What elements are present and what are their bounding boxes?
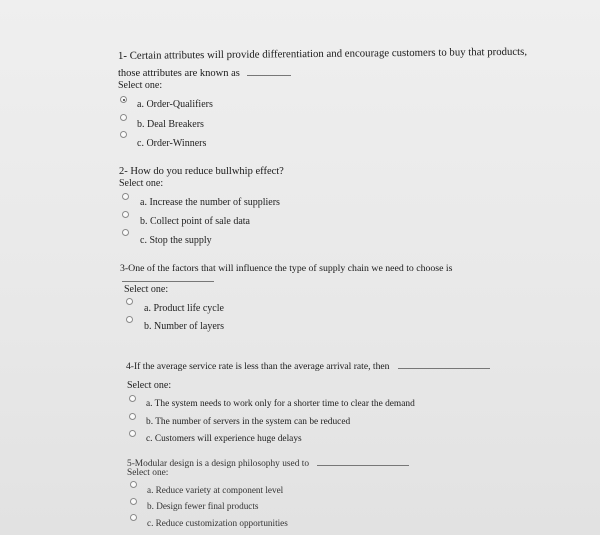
- question-4-stem: [126, 359, 490, 372]
- radio-q4-a[interactable]: [129, 395, 136, 402]
- option-q4-a[interactable]: a. The system needs to work only for a shorter time to clear the demand: [146, 399, 415, 409]
- radio-q1-c[interactable]: [120, 131, 127, 138]
- select-one-label: Select one:: [127, 380, 172, 391]
- option-q5-b[interactable]: b. Design fewer final products: [147, 501, 259, 511]
- answer-blank: [122, 272, 214, 282]
- radio-q1-b[interactable]: [120, 114, 127, 121]
- option-q4-b[interactable]: b. The number of servers in the system can be reduced: [146, 417, 351, 427]
- answer-blank: [317, 456, 409, 466]
- radio-q5-c[interactable]: [130, 514, 137, 521]
- question-1-stem-line-2-text: those attributes are known as: [118, 68, 240, 79]
- radio-q3-a[interactable]: [126, 298, 133, 305]
- option-q1-c[interactable]: c. Order-Winners: [137, 138, 207, 149]
- question-4-stem-text: 4-If the average service rate is less than the average arrival rate, then: [126, 361, 390, 372]
- question-3-stem: 3-One of the factors that will influence the type of supply chain we need to choose is: [120, 263, 453, 274]
- option-q3-a[interactable]: a. Product life cycle: [144, 303, 224, 314]
- option-q3-b[interactable]: b. Number of layers: [144, 321, 224, 332]
- option-q4-c[interactable]: c. Customers will experience huge delays: [146, 434, 302, 444]
- option-q2-b[interactable]: b. Collect point of sale data: [140, 216, 250, 227]
- select-one-label: Select one:: [118, 80, 163, 91]
- radio-q2-b[interactable]: [122, 211, 129, 218]
- radio-q4-c[interactable]: [129, 430, 136, 437]
- question-1-stem-line-1: 1- Certain attributes will provide differentiation and encourage customers to buy that products,: [117, 45, 528, 62]
- radio-q1-a[interactable]: [120, 96, 127, 103]
- option-q1-b[interactable]: b. Deal Breakers: [137, 119, 204, 130]
- radio-q2-c[interactable]: [122, 229, 129, 236]
- question-5-stem-text: 5-Modular design is a design philosophy used to: [127, 459, 310, 469]
- select-one-label: Select one:: [119, 178, 164, 189]
- select-one-label: Select one:: [127, 468, 169, 478]
- radio-q2-a[interactable]: [122, 193, 129, 200]
- option-q2-a[interactable]: a. Increase the number of suppliers: [140, 197, 280, 208]
- radio-q5-b[interactable]: [130, 498, 137, 505]
- question-5-stem: [127, 456, 409, 469]
- answer-blank: [398, 359, 490, 369]
- question-2-stem: 2- How do you reduce bullwhip effect?: [119, 166, 284, 177]
- option-q1-a[interactable]: a. Order-Qualifiers: [137, 99, 213, 110]
- option-q5-a[interactable]: a. Reduce variety at component level: [147, 485, 284, 495]
- radio-q3-b[interactable]: [126, 316, 133, 323]
- answer-blank: [247, 66, 291, 76]
- option-q2-c[interactable]: c. Stop the supply: [140, 235, 212, 246]
- radio-q4-b[interactable]: [129, 413, 136, 420]
- select-one-label: Select one:: [124, 284, 169, 295]
- option-q5-c[interactable]: c. Reduce customization opportunities: [147, 518, 288, 528]
- radio-q5-a[interactable]: [130, 481, 137, 488]
- question-1-stem-line-2: [118, 66, 291, 79]
